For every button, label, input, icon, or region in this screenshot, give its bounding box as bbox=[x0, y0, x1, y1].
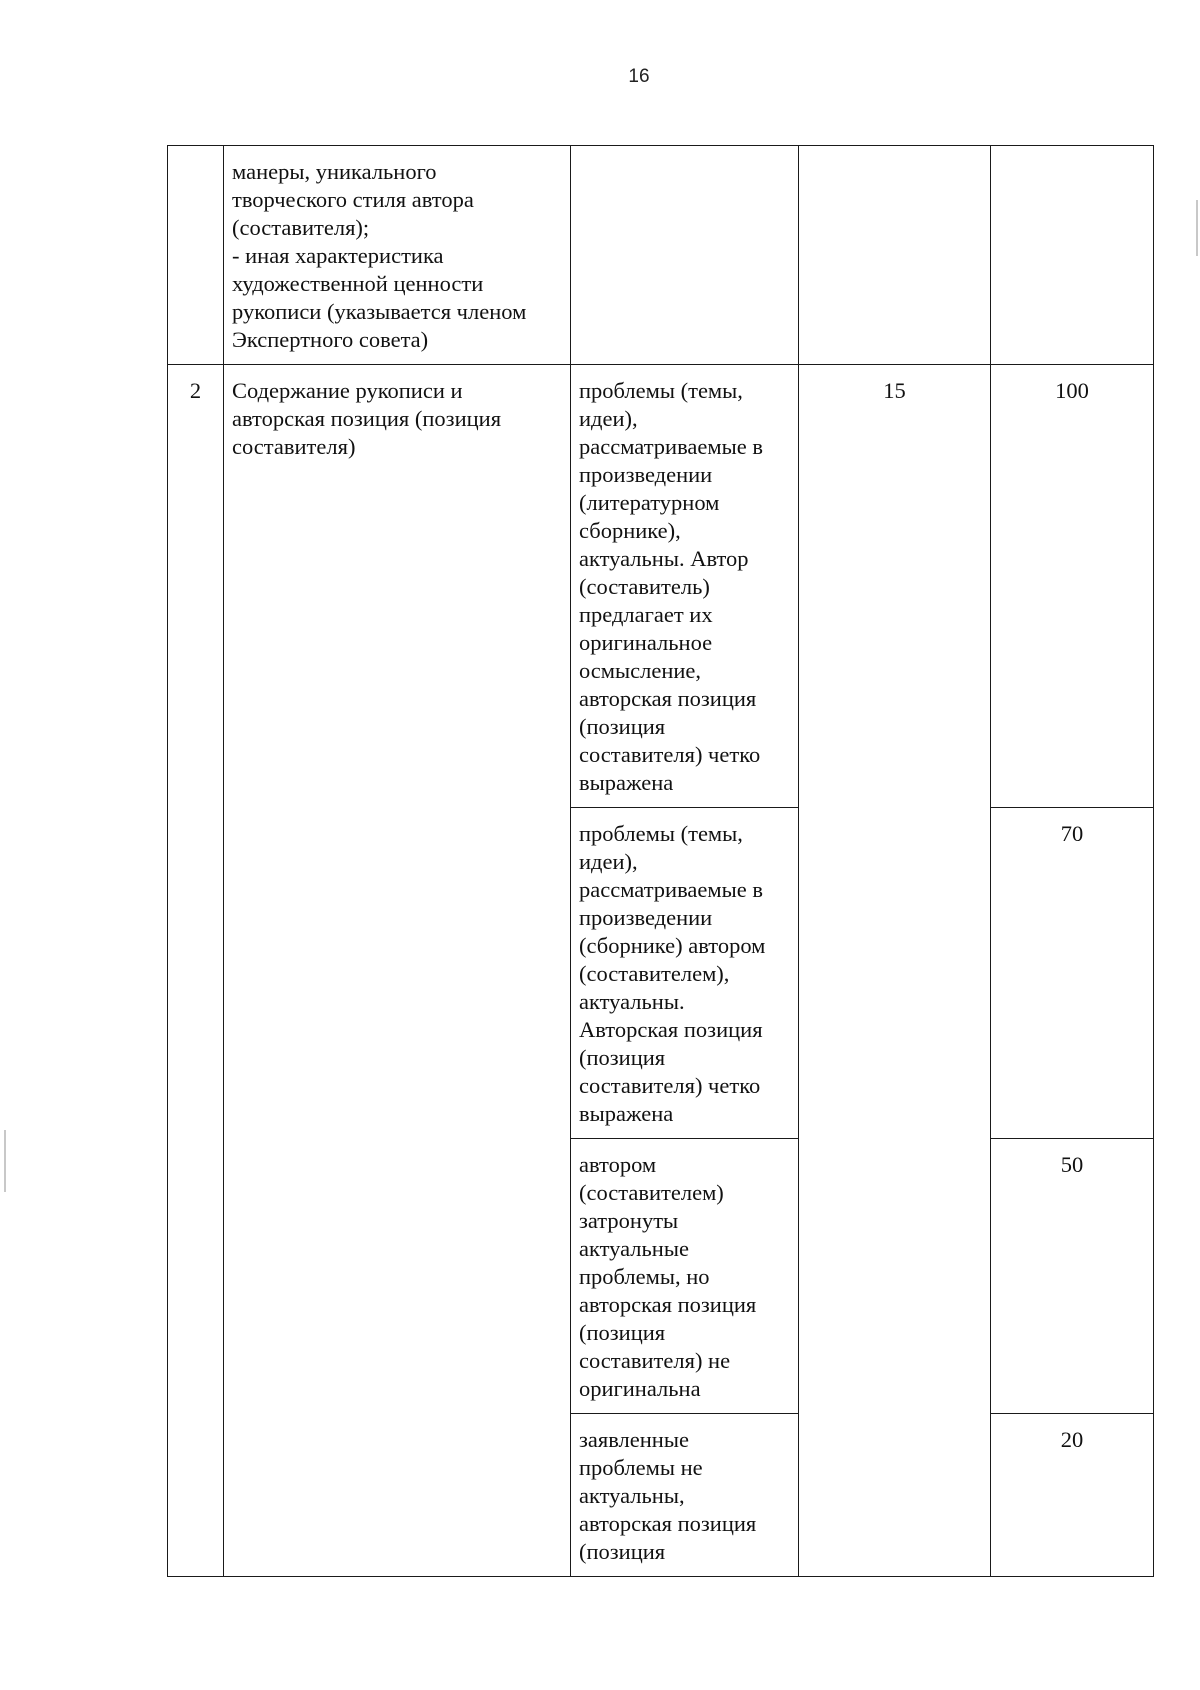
row-number: 2 bbox=[189, 378, 202, 403]
cell-weight bbox=[799, 365, 991, 1577]
cell-score bbox=[991, 365, 1154, 808]
criterion-name-text: манеры, уникального творческого стиля автора (составителя); - иная характеристика художественной ценности рукописи (указывается членом Экспертного совета) bbox=[232, 159, 527, 352]
cell-score bbox=[991, 1414, 1154, 1577]
table-row bbox=[168, 365, 1154, 808]
scan-artifact bbox=[1196, 200, 1198, 256]
criteria-table bbox=[167, 145, 1154, 1577]
criterion-name-text: Содержание рукописи и авторская позиция (позиция составителя) bbox=[232, 378, 502, 459]
score-value: 100 bbox=[1055, 378, 1089, 403]
page-number: 16 bbox=[628, 66, 650, 87]
cell-criterion-level bbox=[571, 808, 799, 1139]
cell-score bbox=[991, 1139, 1154, 1414]
cell-score bbox=[991, 146, 1154, 365]
scan-artifact bbox=[4, 1130, 6, 1192]
score-value: 50 bbox=[1060, 1152, 1084, 1177]
cell-criterion-level bbox=[571, 1414, 799, 1577]
score-value: 20 bbox=[1060, 1427, 1084, 1452]
cell-number bbox=[168, 146, 224, 365]
criterion-level-text: проблемы (темы, идеи), рассматриваемые в произведении (сборнике) автором (составителем), актуальны. Авторская позиция (позиция составителя) четко выражена bbox=[579, 821, 766, 1126]
criterion-level-text: проблемы (темы, идеи), рассматриваемые в произведении (литературном сборнике), актуальны. Автор (составитель) предлагает их оригинальное осмысление, авторская позиция (позиция составителя) четко выражена bbox=[579, 378, 763, 795]
weight-value: 15 bbox=[883, 378, 906, 403]
cell-weight bbox=[799, 146, 991, 365]
score-value: 70 bbox=[1060, 821, 1084, 846]
criterion-level-text: автором (составителем) затронуты актуальные проблемы, но авторская позиция (позиция составителя) не оригинальна bbox=[579, 1152, 757, 1401]
cell-criterion-level bbox=[571, 146, 799, 365]
table-row-continued bbox=[168, 146, 1154, 365]
cell-criterion-name bbox=[224, 365, 571, 1577]
cell-criterion-name bbox=[224, 146, 571, 365]
cell-criterion-level bbox=[571, 1139, 799, 1414]
cell-criterion-level bbox=[571, 365, 799, 808]
cell-number bbox=[168, 365, 224, 1577]
cell-score bbox=[991, 808, 1154, 1139]
criterion-level-text: заявленные проблемы не актуальны, авторская позиция (позиция bbox=[579, 1427, 757, 1564]
